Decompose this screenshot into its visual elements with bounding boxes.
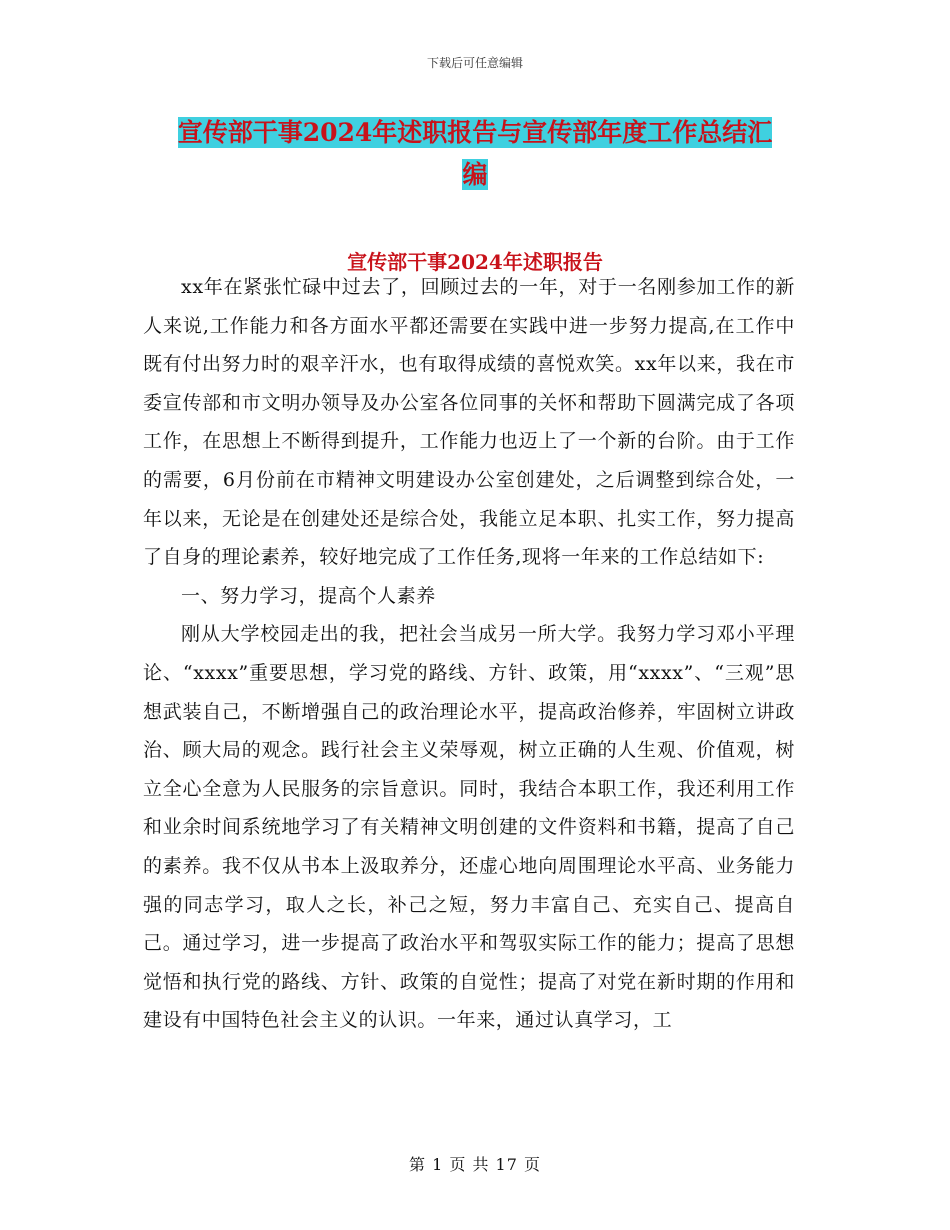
section-title: 宣传部干事2024年述职报告 <box>347 250 603 274</box>
paragraph-study: 刚从大学校园走出的我，把社会当成另一所大学。我努力学习邓小平理论、“xxxx”重要思想，学习党的路线、方针、政策，用“xxxx”、“三观”思想武装自己，不断增强自己的政治理论水平，提高政治修养，牢固树立讲政治、顾大局的观念。践行社会主义荣辱观，树立正确的人生观、价值观，树立全心全意为人民服务的宗旨意识。同时，我结合本职工作，我还利用工作和业余时间系统地学习了有关精神文明创建的文件资料和书籍，提高了自己的素养。我不仅从书本上汲取养分，还虚心地向周围理论水平高、业务能力强的同志学习，取人之长，补己之短，努力丰富自己、充实自己、提高自己。通过学习，进一步提高了政治水平和驾驭实际工作的能力；提高了思想觉悟和执行党的路线、方针、政策的自觉性；提高了对党在新时期的作用和建设有中国特色社会主义的认识。一年来，通过认真学习，工 <box>143 623 795 1032</box>
section-heading-study: 一、努力学习，提高个人素养 <box>181 584 436 607</box>
document-title <box>140 112 810 196</box>
document-title-line-1: 宣传部干事2024年述职报告与宣传部年度工作总结汇 <box>177 118 773 147</box>
document-body <box>143 268 795 1040</box>
document-title-line-2: 编 <box>462 160 488 189</box>
page-number: 第 1 页 共 17 页 <box>409 1155 541 1174</box>
paragraph-intro: xx年在紧张忙碌中过去了，回顾过去的一年，对于一名刚参加工作的新人来说,工作能力和各方面水平都还需要在实践中进一步努力提高,在工作中既有付出努力时的艰辛汗水，也有取得成绩的喜悦欢笑。xx年以来，我在市委宣传部和市文明办领导及办公室各位同事的关怀和帮助下圆满完成了各项工作，在思想上不断得到提升，工作能力也迈上了一个新的台阶。由于工作的需要，6月份前在市精神文明建设办公室创建处，之后调整到综合处，一年以来，无论是在创建处还是综合处，我能立足本职、扎实工作，努力提高了自身的理论素养，较好地完成了工作任务,现将一年来的工作总结如下: <box>143 276 795 569</box>
page-header-note: 下载后可任意编辑 <box>426 56 523 70</box>
